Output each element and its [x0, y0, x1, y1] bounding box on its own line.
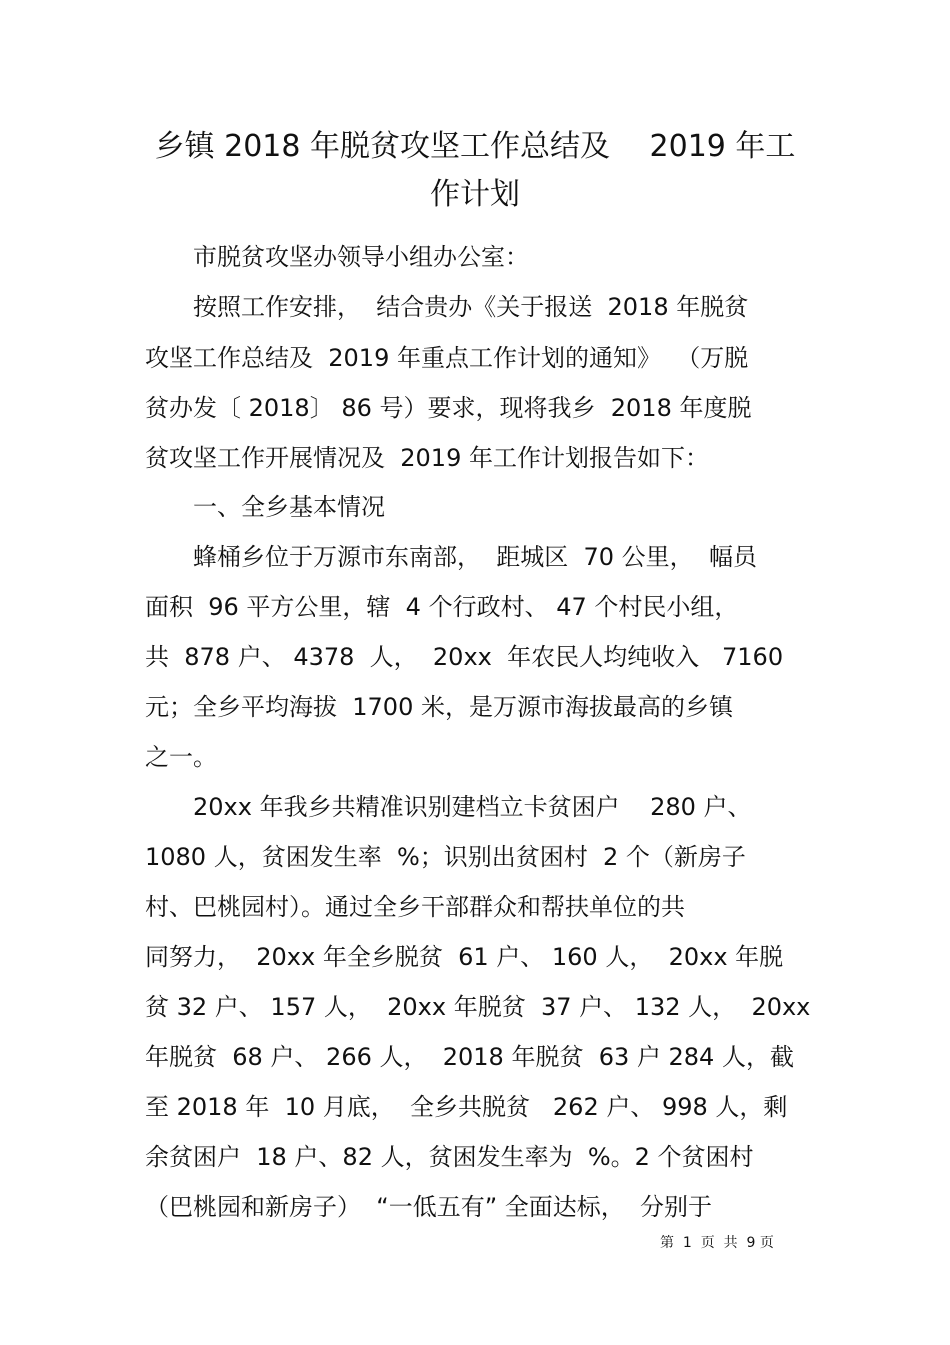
paragraph-line: 贫办发〔 2018〕 86 号）要求，现将我乡 2018 年度脱 — [145, 394, 752, 422]
document-title-line-1: 乡镇 2018 年脱贫攻坚工作总结及 2019 年工 — [154, 129, 796, 164]
paragraph-line: 1080 人，贫困发生率 %；识别出贫困村 2 个（新房子 — [145, 843, 746, 871]
paragraph-line: 村、巴桃园村）。通过全乡干部群众和帮扶单位的共 — [145, 893, 685, 921]
document-title-line-2: 作计划 — [430, 177, 520, 212]
paragraph-line: 攻坚工作总结及 2019 年重点工作计划的通知》 （万脱 — [145, 344, 749, 372]
page-number-footer: 第 1 页 共 9 页 — [660, 1235, 774, 1251]
section-heading: 一、全乡基本情况 — [145, 493, 385, 521]
paragraph-line: 之一。 — [145, 743, 217, 771]
paragraph-line: （巴桃园和新房子） “一低五有” 全面达标， 分别于 — [145, 1193, 713, 1221]
paragraph-line: 20xx 年我乡共精准识别建档立卡贫困户 280 户、 — [145, 793, 752, 821]
paragraph-line: 贫 32 户、 157 人， 20xx 年脱贫 37 户、 132 人， 20xx — [145, 993, 811, 1021]
salutation-line: 市脱贫攻坚办领导小组办公室： — [145, 243, 529, 271]
paragraph-line: 元；全乡平均海拔 1700 米，是万源市海拔最高的乡镇 — [145, 693, 733, 721]
paragraph-line: 同努力， 20xx 年全乡脱贫 61 户、 160 人， 20xx 年脱 — [145, 943, 784, 971]
paragraph-line: 贫攻坚工作开展情况及 2019 年工作计划报告如下： — [145, 444, 709, 472]
paragraph-line: 按照工作安排， 结合贵办《关于报送 2018 年脱贫 — [145, 293, 749, 321]
paragraph-line: 至 2018 年 10 月底， 全乡共脱贫 262 户、 998 人，剩 — [145, 1093, 788, 1121]
paragraph-line: 共 878 户、 4378 人， 20xx 年农民人均纯收入 7160 — [145, 643, 784, 671]
paragraph-line: 余贫困户 18 户、82 人，贫困发生率为 %。2 个贫困村 — [145, 1143, 754, 1171]
paragraph-line: 年脱贫 68 户、 266 人， 2018 年脱贫 63 户 284 人，截 — [145, 1043, 794, 1071]
paragraph-line: 面积 96 平方公里，辖 4 个行政村、 47 个村民小组， — [145, 593, 739, 621]
paragraph-line: 蜂桶乡位于万源市东南部， 距城区 70 公里， 幅员 — [145, 543, 757, 571]
